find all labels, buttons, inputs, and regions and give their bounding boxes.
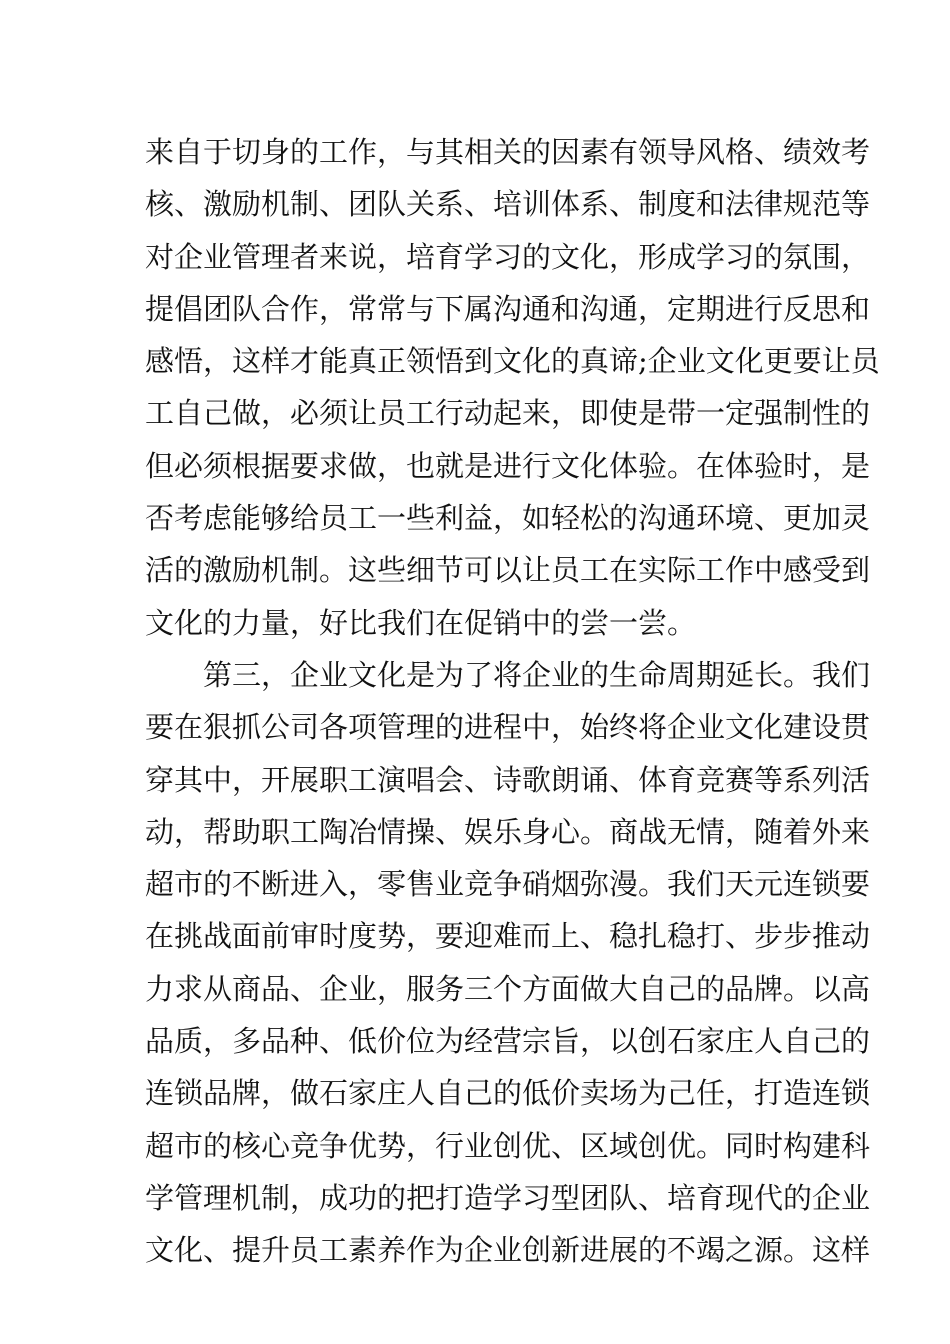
text-line: 要在狠抓公司各项管理的进程中，始终将企业文化建设贯 xyxy=(145,710,871,745)
text-line: 来自于切身的工作，与其相关的因素有领导风格、绩效考 xyxy=(145,135,871,169)
text-line: 核、激励机制、团队关系、培训体系、制度和法律规范等 xyxy=(145,187,871,222)
body-text xyxy=(145,126,880,1277)
text-line: 动，帮助职工陶冶情操、娱乐身心。商战无情，随着外来 xyxy=(145,814,871,849)
text-line: 否考虑能够给员工一些利益，如轻松的沟通环境、更加灵 xyxy=(145,501,871,536)
text-line: 文化、提升员工素养作为企业创新进展的不竭之源。这样 xyxy=(145,1233,871,1268)
text-line: 穿其中，开展职工演唱会、诗歌朗诵、体育竞赛等系列活 xyxy=(145,762,871,797)
text-line: 工自己做，必须让员工行动起来，即使是带一定强制性的 xyxy=(145,396,871,431)
paragraph-end-line: 文化的力量，好比我们在促销中的尝一尝。 xyxy=(145,605,697,640)
text-line: 品质，多品种、低价位为经营宗旨，以创石家庄人自己的 xyxy=(145,1024,871,1059)
text-line: 活的激励机制。这些细节可以让员工在实际工作中感受到 xyxy=(145,553,871,588)
text-line: 在挑战面前审时度势，要迎难而上、稳扎稳打、步步推动 xyxy=(145,919,871,954)
text-line: 但必须根据要求做，也就是进行文化体验。在体验时，是 xyxy=(145,448,871,483)
paragraph-start-line: 第三，企业文化是为了将企业的生命周期延长。我们 xyxy=(203,657,871,692)
text-line: 连锁品牌，做石家庄人自己的低价卖场为己任，打造连锁 xyxy=(145,1076,871,1111)
text-line: 超市的不断进入，零售业竞争硝烟弥漫。我们天元连锁要 xyxy=(145,867,871,902)
text-line: 感悟，这样才能真正领悟到文化的真谛;企业文化更要让员 xyxy=(145,344,880,379)
text-line: 力求从商品、企业，服务三个方面做大自己的品牌。以高 xyxy=(145,971,871,1006)
text-line: 学管理机制，成功的把打造学习型团队、培育现代的企业 xyxy=(145,1180,871,1215)
text-line: 对企业管理者来说，培育学习的文化，形成学习的氛围， xyxy=(145,239,871,274)
text-line: 提倡团队合作，常常与下属沟通和沟通，定期进行反思和 xyxy=(145,291,871,326)
text-line: 超市的核心竞争优势，行业创优、区域创优。同时构建科 xyxy=(145,1128,871,1163)
